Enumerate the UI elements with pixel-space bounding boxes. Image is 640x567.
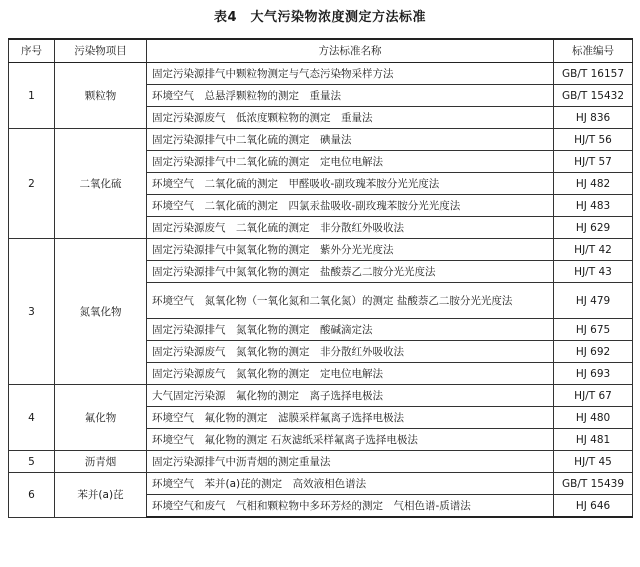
method-cell: 固定污染源排气 氮氧化物的测定 酸碱滴定法 <box>147 319 554 341</box>
seq-cell: 2 <box>9 129 55 239</box>
method-cell: 固定污染源废气 氮氧化物的测定 非分散红外吸收法 <box>147 341 554 363</box>
code-cell: HJ/T 57 <box>554 151 633 173</box>
method-cell: 固定污染源废气 低浓度颗粒物的测定 重量法 <box>147 107 554 129</box>
method-cell: 固定污染源排气中二氧化硫的测定 定电位电解法 <box>147 151 554 173</box>
method-cell: 固定污染源排气中氮氧化物的测定 紫外分光光度法 <box>147 239 554 261</box>
header-seq: 序号 <box>9 39 55 63</box>
code-cell: GB/T 16157 <box>554 63 633 85</box>
code-cell: HJ 481 <box>554 429 633 451</box>
table-row <box>9 473 633 495</box>
table-row <box>9 239 633 261</box>
method-cell: 环境空气 二氧化硫的测定 四氯汞盐吸收-副玫瑰苯胺分光光度法 <box>147 195 554 217</box>
method-cell: 环境空气 氮氧化物（一氧化氮和二氧化氮）的测定 盐酸萘乙二胺分光光度法 <box>147 283 554 319</box>
standards-table <box>8 38 633 518</box>
code-cell: HJ 693 <box>554 363 633 385</box>
method-cell: 大气固定污染源 氟化物的测定 离子选择电极法 <box>147 385 554 407</box>
seq-cell: 1 <box>9 63 55 129</box>
method-cell: 固定污染源排气中颗粒物测定与气态污染物采样方法 <box>147 63 554 85</box>
code-cell: GB/T 15432 <box>554 85 633 107</box>
code-cell: HJ 480 <box>554 407 633 429</box>
pollutant-cell: 氮氧化物 <box>55 239 147 385</box>
pollutant-cell: 沥青烟 <box>55 451 147 473</box>
method-cell: 固定污染源废气 二氧化硫的测定 非分散红外吸收法 <box>147 217 554 239</box>
table-caption: 表4 大气污染物浓度测定方法标准 <box>213 10 427 25</box>
pollutant-cell: 苯并(a)芘 <box>55 473 147 518</box>
header-code: 标准编号 <box>554 39 633 63</box>
seq-cell: 5 <box>9 451 55 473</box>
method-cell: 环境空气和废气 气相和颗粒物中多环芳烃的测定 气相色谱-质谱法 <box>147 495 554 518</box>
method-cell: 环境空气 苯并(a)芘的测定 高效液相色谱法 <box>147 473 554 495</box>
code-cell: HJ 483 <box>554 195 633 217</box>
code-cell: HJ 675 <box>554 319 633 341</box>
code-cell: GB/T 15439 <box>554 473 633 495</box>
table-row <box>9 63 633 85</box>
code-cell: HJ 646 <box>554 495 633 518</box>
table-row <box>9 129 633 151</box>
method-cell: 固定污染源排气中沥青烟的测定重量法 <box>147 451 554 473</box>
code-cell: HJ/T 56 <box>554 129 633 151</box>
header-method: 方法标准名称 <box>147 39 554 63</box>
method-cell: 固定污染源排气中二氧化硫的测定 碘量法 <box>147 129 554 151</box>
method-cell: 环境空气 总悬浮颗粒物的测定 重量法 <box>147 85 554 107</box>
code-cell: HJ 482 <box>554 173 633 195</box>
code-cell: HJ 629 <box>554 217 633 239</box>
table-row <box>9 451 633 473</box>
pollutant-cell: 氟化物 <box>55 385 147 451</box>
method-cell: 固定污染源废气 氮氧化物的测定 定电位电解法 <box>147 363 554 385</box>
method-cell: 固定污染源排气中氮氧化物的测定 盐酸萘乙二胺分光光度法 <box>147 261 554 283</box>
method-cell: 环境空气 二氧化硫的测定 甲醛吸收-副玫瑰苯胺分光光度法 <box>147 173 554 195</box>
code-cell: HJ 692 <box>554 341 633 363</box>
code-cell: HJ/T 67 <box>554 385 633 407</box>
code-cell: HJ 479 <box>554 283 633 319</box>
seq-cell: 4 <box>9 385 55 451</box>
seq-cell: 3 <box>9 239 55 385</box>
method-cell: 环境空气 氟化物的测定 石灰滤纸采样氟离子选择电极法 <box>147 429 554 451</box>
code-cell: HJ/T 42 <box>554 239 633 261</box>
table-row <box>9 385 633 407</box>
code-cell: HJ/T 43 <box>554 261 633 283</box>
pollutant-cell: 二氧化硫 <box>55 129 147 239</box>
seq-cell: 6 <box>9 473 55 518</box>
header-row <box>9 39 633 63</box>
pollutant-cell: 颗粒物 <box>55 63 147 129</box>
method-cell: 环境空气 氟化物的测定 滤膜采样氟离子选择电极法 <box>147 407 554 429</box>
code-cell: HJ 836 <box>554 107 633 129</box>
code-cell: HJ/T 45 <box>554 451 633 473</box>
header-pollutant: 污染物项目 <box>55 39 147 63</box>
